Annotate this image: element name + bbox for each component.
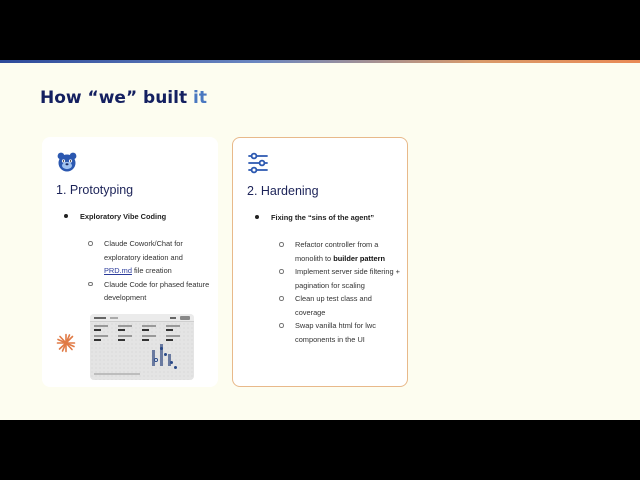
sub-bullet-ring <box>279 242 284 247</box>
sub-bullet-ring <box>279 269 284 274</box>
sub-bullet-item: Claude Code for phased feature development <box>88 278 212 305</box>
bear-mascot-icon <box>56 151 78 173</box>
sub-bullet-item: Refactor controller from a monolith to builder pattern <box>279 238 403 265</box>
card-title: 1. Prototyping <box>56 183 134 197</box>
slide-title <box>40 88 207 108</box>
screenshot-footer <box>94 373 140 375</box>
hardening-card <box>232 137 408 387</box>
sub-bullet-item: Implement server side filtering + pagination for scaling <box>279 265 403 292</box>
sub-bullet-ring <box>279 296 284 301</box>
slide-title-main: How “we” built <box>40 88 188 108</box>
bullet-dot <box>64 214 68 218</box>
sub-bullet-ring <box>279 323 284 328</box>
bullet-dot <box>255 215 259 219</box>
screenshot-tile <box>142 335 160 342</box>
accent-bar <box>0 60 640 63</box>
dashboard-screenshot <box>90 314 194 380</box>
sub-bullet-ring <box>88 241 93 246</box>
screenshot-header <box>90 314 194 322</box>
screenshot-point <box>164 353 167 356</box>
prototyping-card <box>42 137 218 387</box>
bullet-heading: Exploratory Vibe Coding <box>64 212 166 221</box>
sub-bullet-list <box>279 238 403 346</box>
sub-bullet-list <box>88 237 212 305</box>
screenshot-point <box>160 347 163 350</box>
screenshot-bar <box>168 354 171 366</box>
sub-bullet-item: Clean up test class and coverage <box>279 292 403 319</box>
sub-bullet-item: Swap vanilla html for lwc components in the UI <box>279 319 403 346</box>
prd-link[interactable]: PRD.md <box>104 266 132 275</box>
screenshot-point <box>174 366 177 369</box>
screenshot-point <box>170 361 173 364</box>
card-title: 2. Hardening <box>247 184 319 198</box>
screenshot-tile <box>166 325 184 332</box>
screenshot-tile <box>142 325 160 332</box>
sub-bullet-ring <box>88 282 93 287</box>
screenshot-tile <box>118 335 136 342</box>
claude-spark-icon <box>56 333 76 353</box>
slide-title-accent: it <box>193 88 207 108</box>
sub-bullet-item: Claude Cowork/Chat for exploratory ideation and PRD.md file creation <box>88 237 212 278</box>
screenshot-tile <box>94 335 112 342</box>
screenshot-tile <box>94 325 112 332</box>
slide <box>0 60 640 420</box>
sliders-icon <box>247 152 269 174</box>
screenshot-point <box>154 358 158 362</box>
screenshot-tile <box>166 335 184 342</box>
screenshot-tile <box>118 325 136 332</box>
bullet-heading: Fixing the “sins of the agent” <box>255 213 374 222</box>
